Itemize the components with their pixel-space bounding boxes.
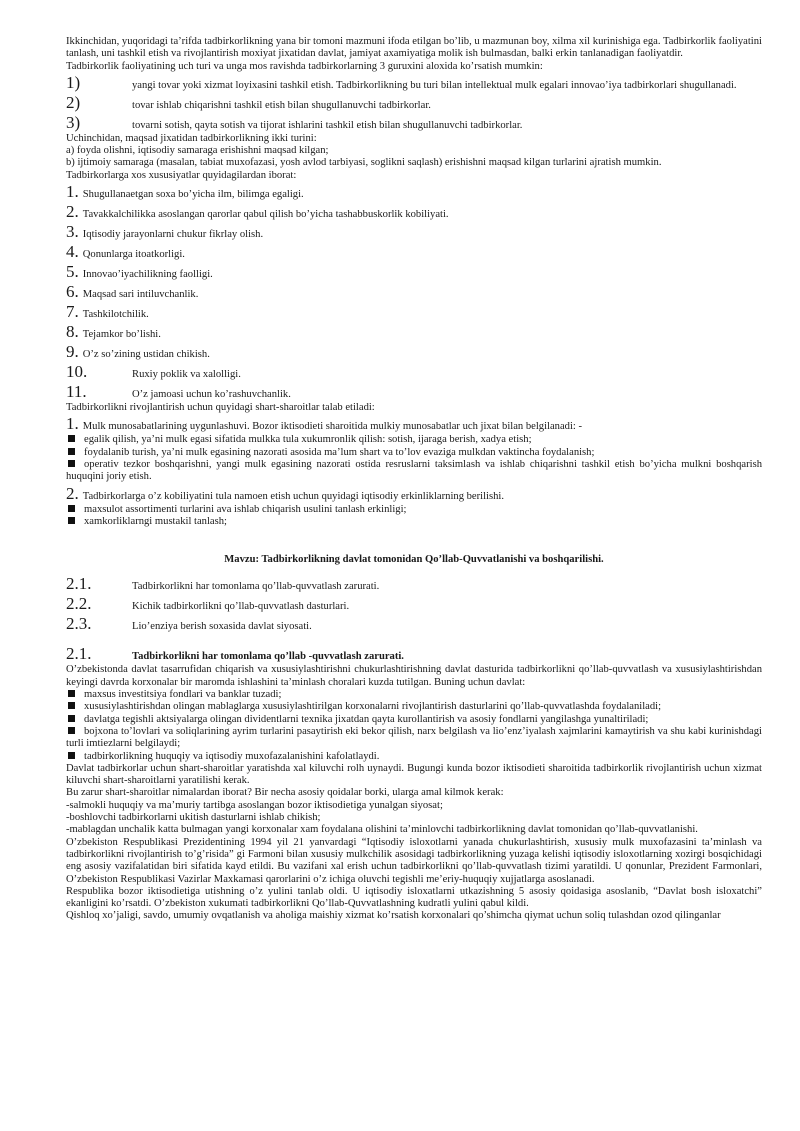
trait-item <box>66 382 762 402</box>
trait-item <box>66 322 762 342</box>
trait-item <box>66 222 762 242</box>
condition-item-1 <box>66 414 762 434</box>
trait-number: 3. <box>66 222 79 242</box>
trait-number: 5. <box>66 262 79 282</box>
intro-paragraph-1: Ikkinchidan, yuqoridagi ta’rifda tadbirkorlikning yana bir tomoni mazmuni ifoda etilgan bo’lib, u mazmunan boy, xilma xil kurinishiga ega. Tadbirkorlik faoliyatini tanlash, uni tashkil etish va rivojlantirish moxiyat jixatidan davlat, jamiyat axamiyatiga molik ish bulmasdan, balki erkin tanlanadigan faoliyatdir. <box>66 36 762 60</box>
trait-number: 2. <box>66 202 79 222</box>
square-bullet-icon <box>68 702 75 709</box>
bullet-item <box>66 516 762 528</box>
section-dash-item-1: -salmokli huquqiy va ma’muriy tartibga asoslangan bozor iktisodietiga yunalgan siyosat; <box>66 799 443 811</box>
trait-item <box>66 202 762 222</box>
type-item-3 <box>66 113 762 133</box>
trait-item <box>66 342 762 362</box>
bullet-item <box>66 434 762 446</box>
bullet-item <box>66 447 762 459</box>
bullet-text: xamkorliklarngi mustakil tanlash; <box>84 515 227 527</box>
section-dash-item-3: -mablagdan unchalik katta bulmagan yangi korxonalar xam foydalana olishini ta’minlovchi tadbirkorlikning davlat tomonidan qo’llab-quvvatlanishi. <box>66 824 698 836</box>
trait-number: 4. <box>66 242 79 262</box>
bullet-item <box>66 504 762 516</box>
topic-number: 2.1. <box>66 574 92 594</box>
document-page <box>66 36 762 923</box>
trait-number: 7. <box>66 302 79 322</box>
square-bullet-icon <box>68 517 75 524</box>
square-bullet-icon <box>68 460 75 467</box>
square-bullet-icon <box>68 435 75 442</box>
trait-text: Maqsad sari intiluvchanlik. <box>82 289 199 301</box>
trait-text: O’z jamoasi uchun ko’rashuvchanlik. <box>132 389 291 401</box>
topic-text: Lio’enziya berish soxasida davlat siyosati. <box>132 621 312 633</box>
condition-text: Mulk munosabatlarining uygunlashuvi. Bozor iktisodieti sharoitida mulkiy munosabatlar uch jixat bilan belgilanadi: - <box>82 421 583 433</box>
section-paragraph-6: Qishloq xo’jaligi, savdo, umumiy ovqatlanish va aholiga maishiy xizmat ko’rsatish korxonalari qo’shimcha qiymat uchun soliq tulashdan ozod qilinganlar <box>66 910 721 922</box>
square-bullet-icon <box>68 690 75 697</box>
trait-number: 9. <box>66 342 79 362</box>
bullet-text: maxsulot assortimenti turlarini ava ishlab chiqarish usulini tanlash erkinligi; <box>84 503 407 515</box>
trait-item <box>66 262 762 282</box>
trait-item <box>66 302 762 322</box>
bullet-item <box>66 689 762 701</box>
trait-text: Tejamkor bo’lishi. <box>82 329 161 341</box>
topic-item <box>66 574 762 594</box>
square-bullet-icon <box>68 752 75 759</box>
trait-number: 6. <box>66 282 79 302</box>
trait-item <box>66 362 762 382</box>
third-option-b: b) ijtimoiy samaraga (masalan, tabiat muxofazasi, yosh avlod tarbiyasi, soglikni saqlash) erishishni maqsad kilgan turlarini ajratish mumkin. <box>66 157 662 169</box>
topic-number: 2.2. <box>66 594 92 614</box>
trait-number: 1. <box>66 182 79 202</box>
topic-text: Kichik tadbirkorlikni qo’llab-quvvatlash dasturlari. <box>132 601 350 613</box>
condition-number: 2. <box>66 483 79 503</box>
trait-text: Ruxiy poklik va xalolligi. <box>132 369 241 381</box>
square-bullet-icon <box>68 505 75 512</box>
section-paragraph-2: Davlat tadbirkorlar uchun shart-sharoitlar yaratishda xal kiluvchi rolh uynaydi. Bugungi kunda bozor iktisodieti sharoitida tadbirkorlik rivojlantirish uchun xizmat kiluvchi shart-sharoitlarni yaratilishi kerak. <box>66 762 762 787</box>
trait-number: 11. <box>66 382 87 402</box>
type-text: yangi tovar yoki xizmat loyixasini tashkil etish. Tadbirkorlikning bu turi bilan intellektual mulk egalari innovao’iya tadbirkorlari shugullanadi. <box>132 79 737 91</box>
type-number: 2) <box>66 92 81 112</box>
square-bullet-icon <box>68 727 75 734</box>
bullet-text: egalik qilish, ya’ni mulk egasi sifatida mulkka tula xukumronlik qilish: sotish, ijaraga berish, xadya etish; <box>84 434 532 446</box>
bullet-item <box>66 714 762 726</box>
bullet-text: maxsus investitsiya fondlari va banklar tuzadi; <box>84 689 282 701</box>
bullet-item <box>66 751 762 763</box>
bullet-item <box>66 459 762 484</box>
type-number: 3) <box>66 112 81 132</box>
trait-text: Qonunlarga itoatkorligi. <box>82 249 185 261</box>
third-option-a: a) foyda olishni, iqtisodiy samaraga erishishni maqsad kilgan; <box>66 145 329 157</box>
type-number: 1) <box>66 72 81 92</box>
section-heading <box>66 644 762 664</box>
bullet-text: davlatga tegishli aktsiyalarga olingan dividentlarni texnika jixatdan qayta kurollantirish va asosiy fondlarni yangilashga yunaltiriladi; <box>84 713 649 725</box>
section-paragraph-5: Respublika bozor iktisodietiga utishning o’z yulini tanlab oldi. U iqtisodiy isloxatlarni utkazishning 5 asosiy qoidasiga asoslanib, “Davlat bosh isloxatchi” ekanligini ko’rsatdi. O’zbekiston xukumati tadbirkorlikni Qo’llab-Quvvatlashning kudratli yulini qabul kildi. <box>66 885 762 910</box>
section-paragraph-3: Bu zarur shart-sharoitlar nimalardan iborat? Bir necha asosiy qoidalar borki, ularga amal kilmok kerak: <box>66 787 504 799</box>
condition-text: Tadbirkorlarga o’z kobiliyatini tula namoen etish uchun quyidagi iqtisodiy erkinliklarning berilishi. <box>82 490 505 502</box>
section-dash-item-2: -boshlovchi tadbirkorlarni ukitish dasturlarni ishlab chikish; <box>66 812 321 824</box>
bullet-item <box>66 701 762 713</box>
third-paragraph-1: Uchinchidan, maqsad jixatidan tadbirkorlikning ikki turini: <box>66 132 317 144</box>
trait-text: Tavakkalchilikka asoslangan qarorlar qabul qilish bo’yicha tashabbuskorlik kobiliyati. <box>82 209 449 221</box>
trait-number: 8. <box>66 322 79 342</box>
bullet-text: tadbirkorlikning huquqiy va iqtisodiy muxofazalanishini kafolatlaydi. <box>84 750 380 762</box>
trait-text: Tashkilotchilik. <box>82 309 149 321</box>
bullet-text: bojxona to’lovlari va soliqlarining ayrim turlarini pasaytirish eki bekor qilish, narx belgilash va lio’enz’iyalash xajmlarini kamaytirish va shu kabi kurinishdagi turli imtiezlarni belgilaydi; <box>66 725 762 750</box>
type-item-1 <box>66 73 762 93</box>
bullet-item <box>66 726 762 751</box>
type-text: tovar ishlab chiqarishni tashkil etish bilan shugullanuvchi tadbirkorlar. <box>132 99 431 111</box>
trait-number: 10. <box>66 362 88 382</box>
bullet-text: xususiylashtirishdan olingan mablaglarga xususiylashtirilgan korxonalarni rivojlantirish dasturlarini qo’llab-quvvatlashda foydalaniladi; <box>84 701 662 713</box>
trait-item <box>66 282 762 302</box>
square-bullet-icon <box>68 448 75 455</box>
section-number: 2.1. <box>66 644 92 664</box>
type-text: tovarni sotish, qayta sotish va tijorat ishlarini tashkil etish bilan shugullanuvchi tadbirkorlar. <box>132 119 523 131</box>
section-paragraph-4: O’zbekiston Respublikasi Prezidentining 1994 yil 21 yanvardagi “Iqtisodiy isloxotlarni yanada chukurlashtirish, xususiy mulk muxofazasini ta’minlash va tadbirkorlikni rivojlantirish to’g’risida” gi Farmoni bilan xususiy mulkchilik asosidagi tadbirkorlikning yuzaga kelishi iqtisodiy isloxotlarning xozirgi bosqichidagi eng asosiy vazifalatidan biri sifatida kayd etildi. Bu vazifani xal erish uchun tadbirkorlikni qo’llab-quvvatlash tizimi yaratildi. U qonunlar, Prezident Farmonlari, O’zbekiston Respublikasi Vazirlar Maxkamasi qarorlarini o’z ichiga oluvchi tegishli me’eriy-huquqiy xujjatlarga asoslanadi. <box>66 836 762 885</box>
condition-item-2 <box>66 484 762 504</box>
topic-item <box>66 614 762 634</box>
trait-item <box>66 182 762 202</box>
trait-text: Shugullanaetgan soxa bo’yicha ilm, bilimga egaligi. <box>82 189 304 201</box>
trait-text: Innovao’iyachilikning faolligi. <box>82 269 213 281</box>
section-paragraph-1: O’zbekistonda davlat tasarrufidan chiqarish va xususiylashtirishni chukurlashtirishning davlat dasturida tadbirkorlikni qo’llab-quvvatlash va xususiylashtirishdan keyingi davrda korxonalar bir maromda ishlashini ta’minlash choralari kuzda tutilgan. Buning uchun davlat: <box>66 664 762 688</box>
bullet-text: operativ tezkor boshqarishni, yangi mulk egasining nazorati ostida resruslarni taksimlash va ishlab chiqarishni tashkil etish bo’yicha mulkni boshqarish huquqini joriy etish. <box>66 458 762 483</box>
square-bullet-icon <box>68 715 75 722</box>
topic-text: Tadbirkorlikni har tomonlama qo’llab-quvvatlash zarurati. <box>132 581 380 593</box>
conditions-intro: Tadbirkorlikni rivojlantirish uchun quyidagi shart-sharoitlar talab etiladi: <box>66 402 375 414</box>
third-paragraph-2: Tadbirkorlarga xos xususiyatlar quyidagilardan iborat: <box>66 169 297 181</box>
trait-text: Iqtisodiy jarayonlarni chukur fikrlay olish. <box>82 229 264 241</box>
section-title: Tadbirkorlikni har tomonlama qo’llab -quvvatlash zarurati. <box>132 651 404 663</box>
trait-text: O’z so’zining ustidan chikish. <box>82 349 210 361</box>
condition-number: 1. <box>66 414 79 434</box>
bullet-text: foydalanib turish, ya’ni mulk egasining nazorati asosida ma’lum shart va to’lov evaziga mulkdan vaktincha foydalanish; <box>84 446 595 458</box>
type-item-2 <box>66 93 762 113</box>
topic-item <box>66 594 762 614</box>
topic-number: 2.3. <box>66 614 92 634</box>
topic-title: Mavzu: Tadbirkorlikning davlat tomonidan Qo’llab-Quvvatlanishi va boshqarilishi. <box>224 554 604 566</box>
intro-paragraph-2: Tadbirkorlik faoliyatining uch turi va unga mos ravishda tadbirkorlarning 3 guruxini aloxida ko’rsatish mumkin: <box>66 60 543 72</box>
trait-item <box>66 242 762 262</box>
